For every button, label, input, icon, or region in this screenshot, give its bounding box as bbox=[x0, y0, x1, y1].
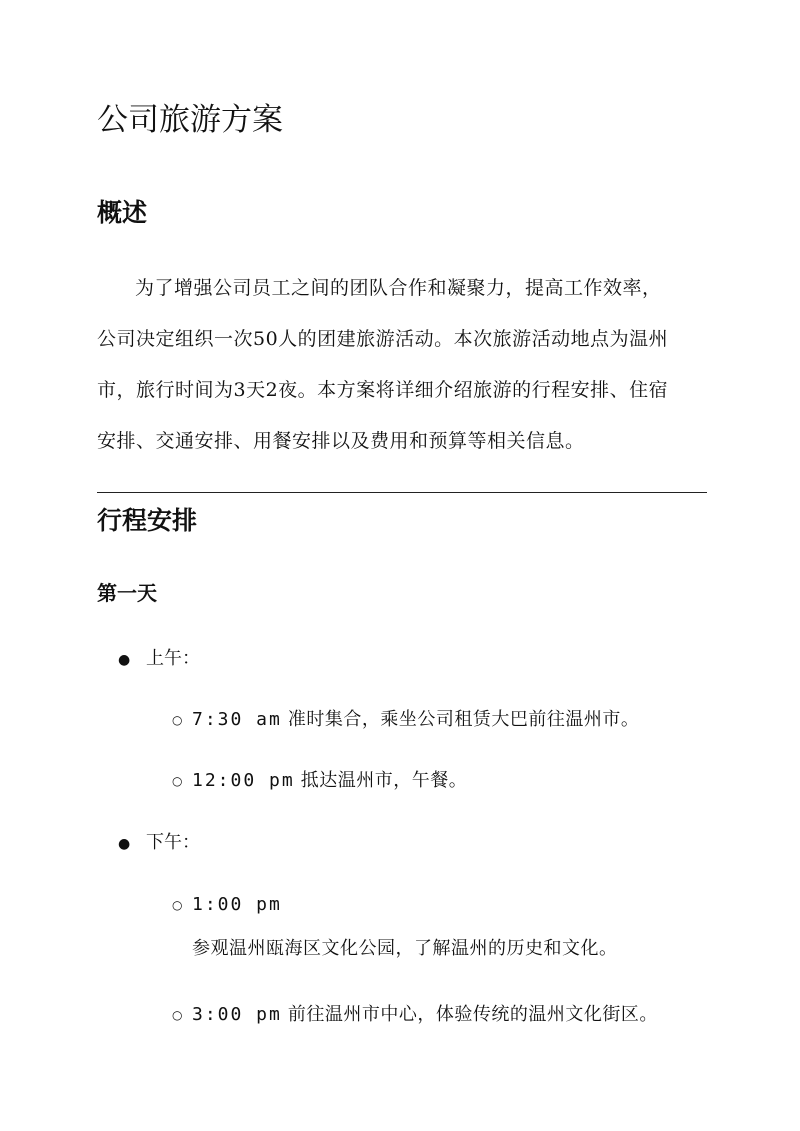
hollow-circle-icon: ○ bbox=[172, 774, 183, 788]
hollow-circle-icon: ○ bbox=[172, 898, 183, 912]
afternoon-item-2 bbox=[172, 1001, 658, 1029]
item-text: 抵达温州市，午餐。 bbox=[300, 770, 468, 791]
overview-line: 为了增强公司员工之间的团队合作和凝聚力，提高工作效率， bbox=[135, 277, 662, 299]
item-time: 3:00 pm bbox=[192, 1004, 282, 1025]
item-time: 7:30 am bbox=[192, 709, 282, 730]
hollow-circle-icon: ○ bbox=[172, 713, 183, 727]
item-time: 1:00 pm bbox=[192, 894, 282, 915]
item-time: 12:00 pm bbox=[192, 770, 295, 791]
morning-item-1 bbox=[172, 706, 639, 734]
afternoon-item-1-text: 参观温州瓯海区文化公园，了解温州的历史和文化。 bbox=[192, 938, 618, 959]
afternoon-label: 下午： bbox=[146, 832, 200, 853]
overview-line: 公司决定组织一次50人的团建旅游活动。本次旅游活动地点为温州 bbox=[97, 328, 669, 350]
day-1-heading: 第一天 bbox=[97, 581, 157, 605]
filled-dot-icon: ● bbox=[118, 652, 131, 668]
schedule-heading: 行程安排 bbox=[97, 506, 198, 535]
morning-label: 上午： bbox=[146, 648, 200, 669]
overview-heading: 概述 bbox=[97, 198, 148, 227]
item-text: 前往温州市中心，体验传统的温州文化街区。 bbox=[287, 1004, 658, 1025]
item-text: 准时集合，乘坐公司租赁大巴前往温州市。 bbox=[287, 709, 640, 730]
hollow-circle-icon: ○ bbox=[172, 1008, 183, 1022]
filled-dot-icon: ● bbox=[118, 836, 131, 852]
overview-line: 安排、交通安排、用餐安排以及费用和预算等相关信息。 bbox=[97, 430, 585, 452]
section-divider bbox=[97, 492, 707, 493]
morning-item-2 bbox=[172, 767, 467, 795]
morning-list-item bbox=[118, 645, 200, 674]
document-title: 公司旅游方案 bbox=[97, 102, 283, 138]
afternoon-list-item bbox=[118, 829, 200, 858]
overview-paragraph bbox=[97, 263, 707, 467]
overview-line: 市，旅行时间为3天2夜。本方案将详细介绍旅游的行程安排、住宿 bbox=[97, 379, 669, 401]
afternoon-item-1 bbox=[172, 891, 288, 919]
